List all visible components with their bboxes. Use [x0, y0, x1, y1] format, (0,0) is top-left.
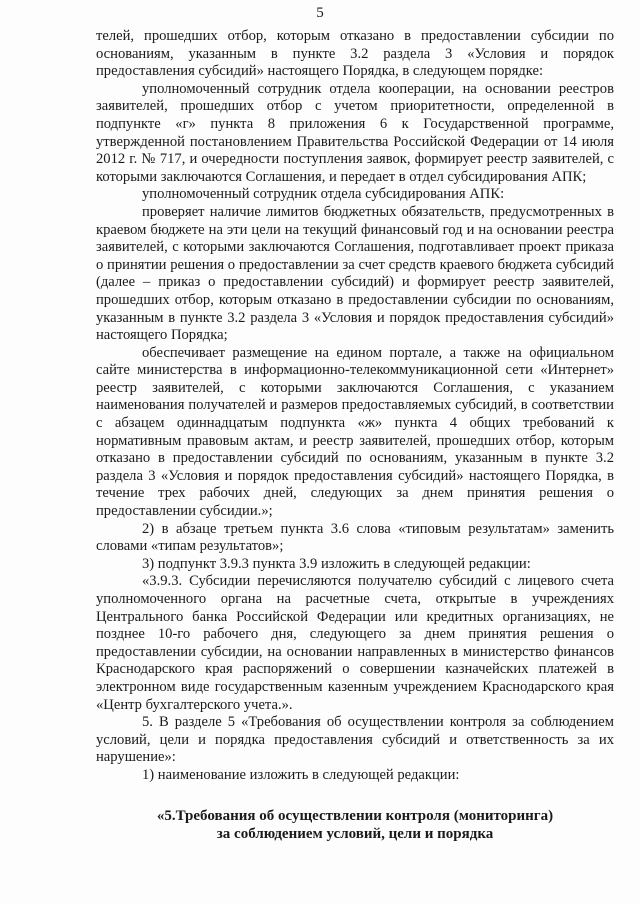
- paragraph: телей, прошедших отбор, которым отказано в предоставлении субсидии по основаниям, указанным в пункте 3.2 раздела 3 «Условия и порядок предоставления субсидий» настоящего Порядка, в следующем порядке:: [96, 28, 614, 80]
- paragraph: уполномоченный сотрудник отдела кооперации, на основании реестров заявителей, прошедших отбор с учетом приоритетности, определенной в подпункте «г» пункта 8 приложения 6 к Государственной программе, утвержденной постановлением Правительства Российской Федерации от 14 июля 2012 г. № 717, и очередности поступления заявок, формирует реестр заявителей, с которыми заключаются Соглашения, и передает в отдел субсидирования АПК;: [96, 80, 614, 185]
- paragraph: обеспечивает размещение на едином портале, а также на официальном сайте министерства в информационно-телекоммуникационной сети «Интернет» реестр заявителей, с которыми заключаются Соглашения, с указанием наименования получателей и размеров предоставляемых субсидий, в соответствии с абзацем одиннадцатым подпункта «ж» пункта 4 общих требований к нормативным правовым актам, и реестр заявителей, прошедших отбор, которым отказано в предоставлении субсидий по основаниям, указанным в пункте 3.2 раздела 3 «Условия и порядок предоставления субсидий» настоящего Порядка, в течение трех рабочих дней, следующих за днем принятия решения о предоставлении субсидии.»;: [96, 344, 614, 520]
- section-heading-line-2: за соблюдением условий, цели и порядка: [216, 825, 494, 842]
- paragraph: уполномоченный сотрудник отдела субсидирования АПК:: [142, 186, 505, 203]
- page-number: 5: [316, 5, 324, 21]
- paragraph: «3.9.3. Субсидии перечисляются получателю субсидий с лицевого счета уполномоченного органа на расчетные счета, открытые в учреждениях Центрального банка Российской Федерации или кредитных организациях, не позднее 10-го рабочего дня, следующего за днем принятия решения о предоставлении субсидии, на основании направленных в министерство финансов Краснодарского края распоряжений о совершении казначейских платежей в электронном виде государственным казенным учреждением Краснодарского края «Центр бухгалтерского учета.».: [96, 573, 614, 713]
- section-heading-line-1: «5.Требования об осуществлении контроля (мониторинга): [156, 807, 554, 824]
- document-body: [96, 28, 614, 843]
- paragraph: 3) подпункт 3.9.3 пункта 3.9 изложить в следующей редакции:: [142, 555, 531, 572]
- paragraph: проверяет наличие лимитов бюджетных обязательств, предусмотренных в краевом бюджете на эти цели на текущий финансовый год и на основании реестра заявителей, с которыми заключаются Соглашения, подготавливает проект приказа о принятии решения о предоставлении за счет средств краевого бюджета субсидий (далее – приказ о предоставлении субсидий) и формирует реестр заявителей, прошедших отбор, которым отказано в предоставлении субсидии по основаниям, указанным в пункте 3.2 раздела 3 «Условия и порядок предоставления субсидий» настоящего Порядка;: [96, 203, 614, 344]
- paragraph: 5. В разделе 5 «Требования об осуществлении контроля за соблюдением условий, цели и порядка предоставления субсидий и ответственность за их нарушение»:: [96, 714, 614, 766]
- paragraph: 1) наименование изложить в следующей редакции:: [142, 766, 460, 783]
- section-spacer: [96, 785, 614, 807]
- paragraph: 2) в абзаце третьем пункта 3.6 слова «типовым результатам» заменить словами «типам результатов»;: [96, 520, 614, 555]
